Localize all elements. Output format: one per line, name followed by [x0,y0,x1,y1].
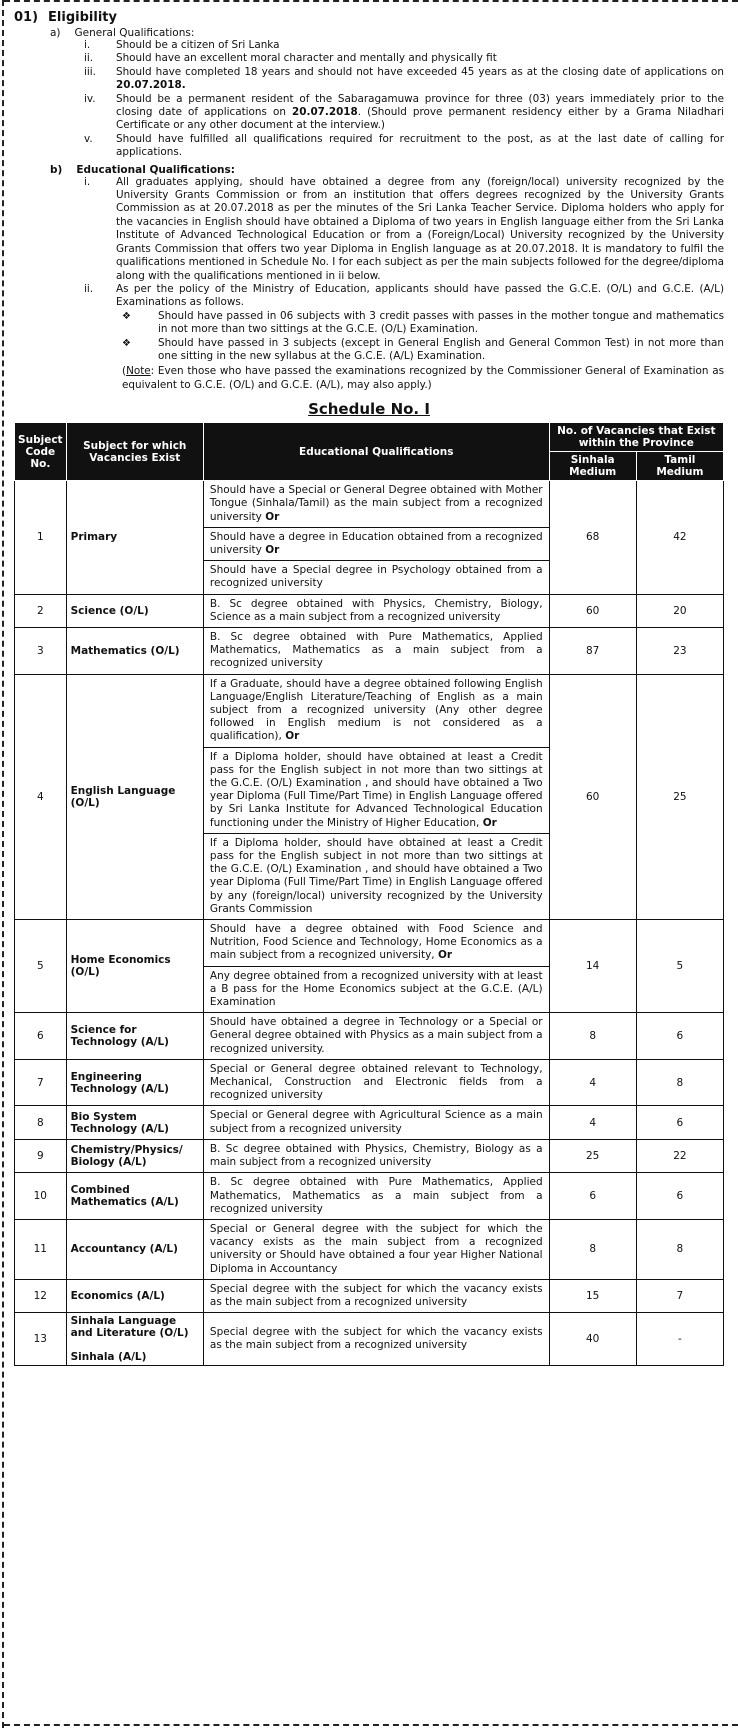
subject-code: 6 [15,1013,67,1060]
item-text: Should be a permanent resident of the Sabaragamuwa province for three (03) years immediately prior to the closing date of applications on 20.07.2018. (Should prove permanent residency either by a Grama Niladhari Certificate or any other document at the interview.) [116,92,724,132]
header-qualifications: Educational Qualifications [203,423,549,481]
qualifications-cell [203,674,549,919]
general-item [84,66,724,93]
qualifications-cell: B. Sc degree obtained with Pure Mathematics, Applied Mathematics, Mathematics as a main subject from a recognized university [203,627,549,674]
educational-letter: b) [50,163,63,176]
header-tamil-medium: Tamil Medium [636,452,723,481]
educational-item-ii [84,283,724,310]
table-row [15,481,724,594]
subject-code: 12 [15,1279,67,1312]
item-date: 20.07.2018 [292,106,358,119]
tamil-vacancies: 7 [636,1279,723,1312]
item-number: i. [84,175,91,188]
tamil-vacancies: 6 [636,1013,723,1060]
subject-code: 3 [15,627,67,674]
subject-name: Engineering Technology (A/L) [66,1059,203,1106]
general-qualifications-list [14,39,724,160]
sinhala-vacancies: 4 [549,1106,636,1139]
sinhala-vacancies: 68 [549,481,636,594]
subject-name: Sinhala Language and Literature (O/L) Sinhala (A/L) [66,1313,203,1366]
bullet-text: Should have passed in 3 subjects (except in General English and General Common Test) in not more than one sitting in the new syllabus at the G.C.E. (A/L) Examination. [158,336,724,362]
table-row [15,1059,724,1106]
sinhala-vacancies: 14 [549,920,636,1013]
general-item [84,52,724,65]
sinhala-vacancies: 6 [549,1173,636,1220]
qualifications-cell: Special degree with the subject for which the vacancy exists as the main subject from a recognized university [203,1313,549,1366]
or-label: Or [482,816,497,829]
table-row [15,1279,724,1312]
schedule-table-body [15,481,724,1366]
tamil-vacancies: 42 [636,481,723,594]
qualification-options [204,675,549,919]
tamil-vacancies: 25 [636,674,723,919]
section-heading [14,10,724,25]
tamil-vacancies: 6 [636,1173,723,1220]
qualification-option: Should have a degree obtained with Food Science and Nutrition, Food Science and Technology, Home Economics as a main subject from a recognized university, Or [209,923,543,962]
qualification-option: If a Graduate, should have a degree obtained following English Language/English Literature/Teaching of English as a main subject from a recognized university (Any other degree followed in English medium is not considered as a qualification), Or [209,677,543,743]
subject-code: 4 [15,674,67,919]
item-number: v. [84,132,93,145]
item-number: i. [84,39,91,51]
qualifications-cell: Should have obtained a degree in Technology or a Special or General degree obtained with Physics as a main subject from a recognized university. [203,1013,549,1060]
subject-name: Combined Mathematics (A/L) [66,1173,203,1220]
tamil-vacancies: 22 [636,1139,723,1172]
header-vacancies: No. of Vacancies that Exist within the Province [549,423,723,452]
header-code: Subject Code No. [15,423,67,481]
tamil-vacancies: 6 [636,1106,723,1139]
schedule-table [14,422,724,1366]
exam-bullet-item [122,310,724,337]
qualification-option: If a Diploma holder, should have obtained at least a Credit pass for the English subject in not more than two sittings at the G.C.E. (O/L) Examination , and should have obtained a Two year Diploma (Full Time/Part Time) in English Language offered by Sri Lanka Institute for Advanced Technological Education functioning under the Ministry of Higher Education, Or [204,747,549,833]
note-text: : Even those who have passed the examinations recognized by the Commissioner General of Examination as equivalent to G.C.E. (O/L) and G.C.E. (A/L), may also apply.) [122,365,724,391]
qualification-option: Any degree obtained from a recognized university with at least a B pass for the Home Economics subject at the G.C.E. (A/L) Examination [204,966,549,1013]
or-label: Or [265,543,280,556]
subject-name: Economics (A/L) [66,1279,203,1312]
educational-qualifications-heading [50,164,724,176]
qualifications-cell: Special degree with the subject for which the vacancy exists as the main subject from a recognized university [203,1279,549,1312]
tamil-vacancies: - [636,1313,723,1366]
subject-code: 7 [15,1059,67,1106]
sinhala-vacancies: 60 [549,674,636,919]
qualifications-cell: Special or General degree with Agricultural Science as a main subject from a recognized university [203,1106,549,1139]
dashed-border-top [4,0,738,8]
subject-name: Science for Technology (A/L) [66,1013,203,1060]
general-item [84,39,724,52]
qualifications-cell [203,481,549,594]
table-row [15,1173,724,1220]
qualifications-cell: B. Sc degree obtained with Physics, Chemistry, Biology as a main subject from a recognized university [203,1139,549,1172]
general-letter: a) [50,27,61,39]
table-row [15,1139,724,1172]
general-title: General Qualifications: [74,27,195,39]
subject-code: 11 [15,1219,67,1279]
note-label: Note [126,365,151,378]
subject-name-secondary: Sinhala (A/L) [70,1351,147,1364]
subject-code: 1 [15,481,67,594]
educational-title: Educational Qualifications: [76,163,235,176]
or-label: Or [285,730,300,743]
subject-code: 5 [15,920,67,1013]
exam-bullet-list [14,310,724,364]
dashed-border-bottom [4,1720,738,1726]
dashed-border-left [2,0,8,1728]
item-text: Should have an excellent moral character and mentally and physically fit [116,52,497,65]
subject-name: English Language (O/L) [66,674,203,919]
sinhala-vacancies: 25 [549,1139,636,1172]
exam-bullet-item [122,337,724,364]
diamond-bullet-icon: ❖ [122,337,131,349]
table-row [15,1313,724,1366]
table-row [15,1013,724,1060]
item-text: All graduates applying, should have obtained a degree from any (foreign/local) university recognized by the University Grants Commission or from an institution that offers degrees recognized by the University Grants Commission as at 20.07.2018 as per the minutes of the Sri Lanka Teacher Service. Diploma holders who apply for the vacancies in English should have obtained a Diploma of two years in English language either from the Sri Lanka Institute of Advanced Technological Education or from a (Foreign/Local) University recognized by the University Grants Commission that offers two year Diploma in English language as at 20.07.2018. It is mandatory to fulfil the qualifications mentioned in Schedule No. I for each subject as per the main subjects followed for the degree/diploma along with the qualifications mentioned in ii below. [116,175,724,282]
tamil-vacancies: 8 [636,1059,723,1106]
item-number: iv. [84,92,96,105]
note-paragraph: (Note: Even those who have passed the examinations recognized by the Commissioner General of Examination as equivalent to G.C.E. (O/L) and G.C.E. (A/L), may also apply.) [122,365,724,391]
tamil-vacancies: 8 [636,1219,723,1279]
subject-code: 10 [15,1173,67,1220]
section-title: Eligibility [48,10,117,25]
qualification-option: Should have a degree in Education obtained from a recognized university Or [204,527,549,560]
table-row [15,594,724,627]
sinhala-vacancies: 40 [549,1313,636,1366]
table-row [15,674,724,919]
item-number: ii. [84,52,94,65]
qualification-option: Should have a Special or General Degree obtained with Mother Tongue (Sinhala/Tamil) as the main subject from a recognized university Or [209,484,543,523]
qualification-options [204,920,549,1012]
item-number: iii. [84,65,96,78]
tamil-vacancies: 20 [636,594,723,627]
table-row [15,1106,724,1139]
or-label: Or [265,510,280,523]
subject-name: Home Economics (O/L) [66,920,203,1013]
educational-item-i [84,176,724,283]
tamil-vacancies: 5 [636,920,723,1013]
header-sinhala-medium: Sinhala Medium [549,452,636,481]
qualification-option: If a Diploma holder, should have obtained at least a Credit pass for the English subject in not more than two sittings at the G.C.E. (O/L) Examination , and should have obtained a Two year Diploma (Full Time/Part Time) in English Language offered by any (foreign/local) university recognized by the University Grants Commission [204,833,549,919]
item-text: Should have fulfilled all qualifications required for recruitment to the post, as at the last date of calling for applications. [116,132,724,159]
item-text: As per the policy of the Ministry of Education, applicants should have passed the G.C.E. (O/L) and G.C.E. (A/L) Examinations as follows. [116,282,724,309]
subject-name: Primary [66,481,203,594]
item-text: Should be a citizen of Sri Lanka [116,39,280,51]
section-number: 01) [14,10,39,25]
qualifications-cell: Special or General degree with the subject for which the vacancy exists as the main subject from a recognized university or Should have obtained a four year Higher National Diploma in Accountancy [203,1219,549,1279]
qualifications-cell [203,920,549,1013]
sinhala-vacancies: 8 [549,1219,636,1279]
table-row [15,627,724,674]
diamond-bullet-icon: ❖ [122,310,131,322]
sinhala-vacancies: 4 [549,1059,636,1106]
table-row [15,920,724,1013]
item-text: Should have completed 18 years and should not have exceeded 45 years as at the closing date of applications on 20.07.2018. [116,65,724,92]
item-date: 20.07.2018. [116,79,186,92]
subject-name: Chemistry/Physics/ Biology (A/L) [66,1139,203,1172]
qualification-option: Should have a Special degree in Psychology obtained from a recognized university [204,560,549,593]
header-subject: Subject for which Vacancies Exist [66,423,203,481]
sinhala-vacancies: 8 [549,1013,636,1060]
subject-name: Science (O/L) [66,594,203,627]
general-item [84,133,724,160]
schedule-title: Schedule No. I [308,400,430,419]
general-item [84,93,724,133]
subject-code: 2 [15,594,67,627]
general-qualifications-heading [50,27,724,39]
sinhala-vacancies: 87 [549,627,636,674]
sinhala-vacancies: 60 [549,594,636,627]
subject-name: Bio System Technology (A/L) [66,1106,203,1139]
tamil-vacancies: 23 [636,627,723,674]
document-body [14,10,724,1366]
subject-code: 9 [15,1139,67,1172]
qualification-options [204,481,549,593]
subject-code: 8 [15,1106,67,1139]
qualifications-cell: Special or General degree obtained relevant to Technology, Mechanical, Construction and Electronic fields from a recognized university [203,1059,549,1106]
subject-name: Mathematics (O/L) [66,627,203,674]
bullet-text: Should have passed in 06 subjects with 3 credit passes with passes in the mother tongue and mathematics in not more than two sittings at the G.C.E. (O/L) Examination. [158,309,724,336]
table-row [15,1219,724,1279]
qualifications-cell: B. Sc degree obtained with Physics, Chemistry, Biology, Science as a main subject from a recognized university [203,594,549,627]
subject-name: Accountancy (A/L) [66,1219,203,1279]
subject-code: 13 [15,1313,67,1366]
qualifications-cell: B. Sc degree obtained with Pure Mathematics, Applied Mathematics, Mathematics as a main subject from a recognized university [203,1173,549,1220]
or-label: Or [437,949,453,962]
item-number: ii. [84,282,94,295]
sinhala-vacancies: 15 [549,1279,636,1312]
